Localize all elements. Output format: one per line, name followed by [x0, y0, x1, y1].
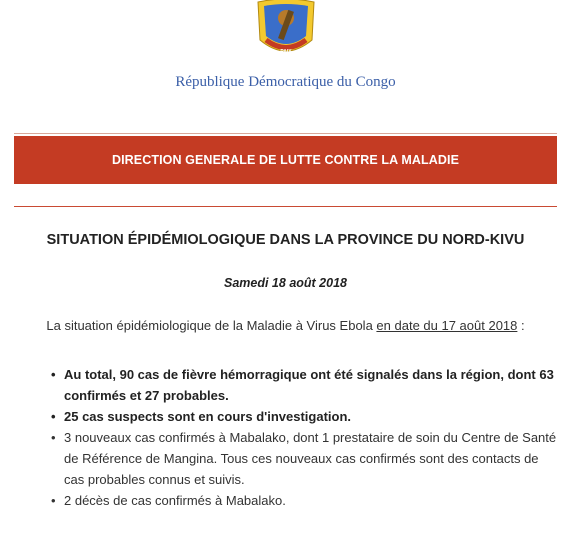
bullet-icon: •	[51, 409, 56, 424]
coat-of-arms-emblem	[248, 0, 324, 62]
banner-title: DIRECTION GENERALE DE LUTTE CONTRE LA MALADIE	[111, 153, 460, 167]
intro-suffix: :	[517, 318, 525, 333]
country-name: République Démocratique du Congo	[175, 74, 396, 90]
list-item-text: Au total, 90 cas de fièvre hémorragique ont été signalés dans la région, dont 63 confirmés et 27 probables.	[64, 367, 554, 403]
intro-date-link[interactable]: en date du 17 août 2018	[376, 318, 518, 333]
list-item-text: 2 décès de cas confirmés à Mabalako.	[64, 493, 286, 508]
report-title: SITUATION ÉPIDÉMIOLOGIQUE DANS LA PROVINCE DU NORD-KIVU	[46, 232, 525, 248]
list-item-text: 25 cas suspects sont en cours d'investigation.	[64, 409, 352, 424]
list-item	[40, 406, 560, 427]
list-item	[40, 490, 560, 511]
banner-divider-bottom	[14, 206, 557, 207]
bullet-icon: •	[51, 367, 56, 382]
list-item-text: 3 nouveaux cas confirmés à Mabalako, dont 1 prestataire de soin du Centre de Santé de Référence de Mangina. Tous ces nouveaux cas confirmés sont des contacts de cas probables connus et suivis.	[64, 430, 557, 487]
list-item	[40, 427, 560, 490]
report-intro	[0, 318, 571, 333]
banner-divider-top	[14, 133, 557, 134]
report-date: Samedi 18 août 2018	[224, 276, 347, 290]
svg-text:PAIX: PAIX	[280, 49, 292, 55]
intro-text: La situation épidémiologique de la Maladie à Virus Ebola	[46, 318, 377, 333]
bullet-icon: •	[51, 493, 56, 508]
department-banner	[14, 136, 557, 184]
bullet-icon: •	[51, 430, 56, 445]
situation-bullet-list	[40, 364, 560, 511]
list-item	[40, 364, 560, 406]
